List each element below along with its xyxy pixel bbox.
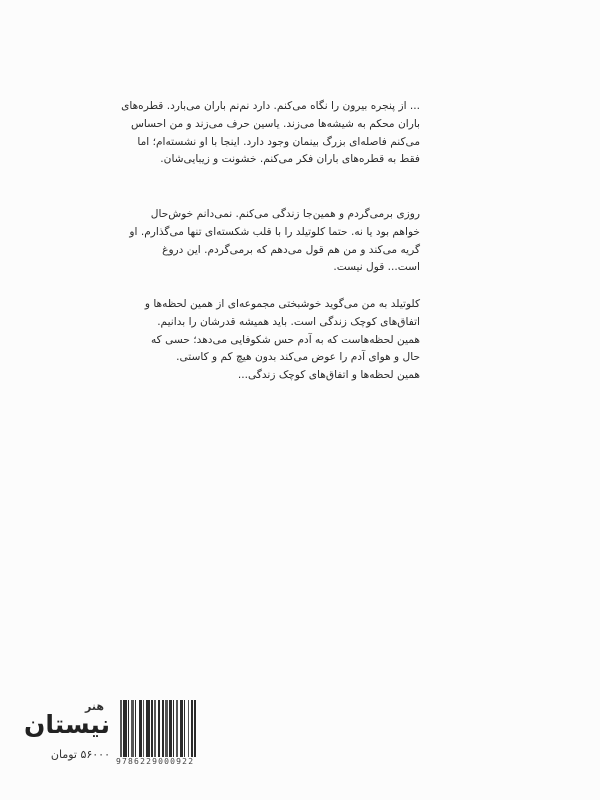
text-line: ... از پنجره بیرون را نگاه می‌کنم. دارد نم‌نم باران می‌بارد. قطره‌های [121,100,420,112]
text-line: همین لحظه‌هاست که به آدم حس شکوفایی می‌دهد؛ حسی که [151,333,420,346]
text-line: کلوتیلد به من می‌گوید خوشبختی مجموعه‌ای از همین لحظه‌ها و [144,298,420,310]
barcode-bar [196,700,199,757]
publisher-logo-small: هنر [85,700,104,713]
blurb-paragraph-3 [144,296,420,385]
blurb-paragraph-1 [121,98,420,169]
isbn-digits: 9786229000922 [116,757,195,766]
text-line: روزی برمی‌گردم و همین‌جا زندگی می‌کنم. نمی‌دانم خوش‌حال [150,208,420,220]
publisher-logo-name: نیستان [24,710,110,739]
text-line: باران محکم به شیشه‌ها می‌زند. یاسین حرف می‌زند و من احساس [130,117,420,130]
blurb-paragraph-2 [129,206,420,277]
text-line: حال و هوای آدم را عوض می‌کند بدون هیچ کم و کاستی. [176,351,420,364]
price-label: ۵۶۰۰۰ تومان [50,748,110,761]
publisher-logo [24,700,110,750]
text-line: فقط به قطره‌های باران فکر می‌کنم. خشونت و زیبایی‌شان. [160,153,420,166]
isbn-barcode [120,700,224,757]
text-line: همین لحظه‌ها و اتفاق‌های کوچک زندگی... [237,369,420,382]
text-line: اتفاق‌های کوچک زندگی است. باید همیشه قدرشان را بدانیم. [157,315,420,328]
text-line: گریه می‌کند و من هم قول می‌دهم که برمی‌گردم. این دروغ [162,243,420,256]
text-line: می‌کنم فاصله‌ای بزرگ بینمان وجود دارد. اینجا با او نشسته‌ام؛ اما [137,135,420,148]
text-line: خواهم بود یا نه. حتما کلوتیلد را با قلب شکسته‌ای تنها می‌گذارم. او [129,225,420,238]
text-line: است... قول نیست. [333,261,420,274]
